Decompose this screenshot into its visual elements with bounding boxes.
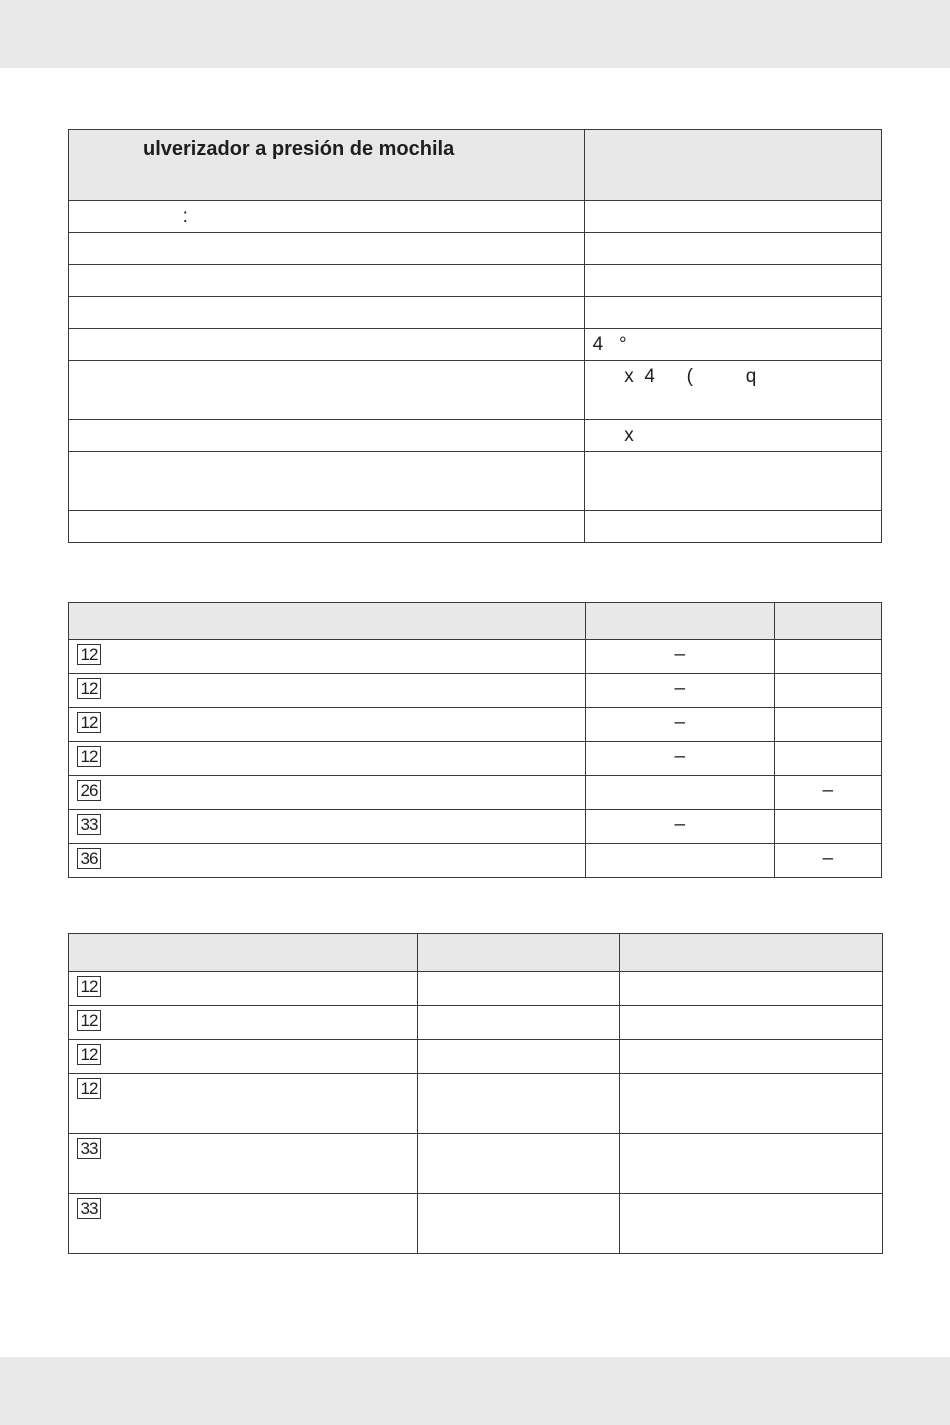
specs-header-col2 [584, 130, 881, 201]
parts-header-col3 [774, 603, 881, 640]
part-ref-number: 26 [77, 780, 101, 801]
table-row [69, 265, 882, 297]
part-ref-number: 12 [77, 644, 101, 665]
cell-col2 [585, 844, 774, 878]
table-row [69, 329, 882, 361]
cell-col3 [774, 708, 881, 742]
cell-col3 [620, 1074, 883, 1134]
table-row [69, 810, 882, 844]
table-row [69, 201, 882, 233]
part-ref-number: 33 [77, 1198, 101, 1219]
spec-value [584, 452, 881, 511]
table-row [69, 1040, 883, 1074]
spec-value [584, 201, 881, 233]
cell-col2: – [585, 742, 774, 776]
spec-label: : [69, 201, 585, 233]
spec-value [584, 297, 881, 329]
part-ref-number: 12 [77, 1078, 101, 1099]
cell-col3 [620, 1040, 883, 1074]
spec-label [69, 297, 585, 329]
table-row [69, 511, 882, 543]
cell-col2 [418, 1134, 620, 1194]
cell-col3 [774, 640, 881, 674]
cell-col2 [418, 1074, 620, 1134]
spec-label [69, 452, 585, 511]
parts-header-col1 [69, 603, 586, 640]
table-row [69, 674, 882, 708]
cell-col2 [418, 972, 620, 1006]
part-ref-number: 12 [77, 1044, 101, 1065]
table-row [69, 844, 882, 878]
cell-col2: – [585, 674, 774, 708]
part-ref-number: 36 [77, 848, 101, 869]
cell-col3: – [774, 776, 881, 810]
cell-col3 [774, 810, 881, 844]
table-row [69, 776, 882, 810]
table-row [69, 361, 882, 420]
cell-col3 [620, 1134, 883, 1194]
table-row [69, 233, 882, 265]
cell-col2 [418, 1194, 620, 1254]
cell-col3 [774, 742, 881, 776]
spec-label [69, 265, 585, 297]
specs-table [68, 129, 882, 543]
accessories-table [68, 933, 883, 1254]
spec-label [69, 420, 585, 452]
spec-label [69, 233, 585, 265]
cell-col2 [418, 1006, 620, 1040]
spec-value: x [584, 420, 881, 452]
table-row [69, 742, 882, 776]
part-ref-number: 12 [77, 1010, 101, 1031]
cell-col3 [620, 1194, 883, 1254]
table-row [69, 1006, 883, 1040]
spec-value [584, 265, 881, 297]
spec-value [584, 233, 881, 265]
table-row [69, 972, 883, 1006]
bottom-band [0, 1357, 950, 1425]
part-ref-number: 12 [77, 976, 101, 997]
specs-header [69, 130, 585, 201]
accessories-header-col3 [620, 934, 883, 972]
part-ref-number: 12 [77, 712, 101, 733]
spec-label [69, 329, 585, 361]
table-row [69, 420, 882, 452]
parts-header-col2 [585, 603, 774, 640]
table-row [69, 640, 882, 674]
table-row [69, 452, 882, 511]
spec-label [69, 361, 585, 420]
cell-col3 [620, 1006, 883, 1040]
table-row [69, 1194, 883, 1254]
cell-col2 [418, 1040, 620, 1074]
table-row [69, 708, 882, 742]
part-ref-number: 12 [77, 678, 101, 699]
spec-label [69, 511, 585, 543]
cell-col3 [620, 972, 883, 1006]
part-ref-number: 12 [77, 746, 101, 767]
cell-col3 [774, 674, 881, 708]
table-row [69, 1134, 883, 1194]
spec-value [584, 511, 881, 543]
product-title: ulverizador a presión de mochila [143, 138, 455, 160]
table-row [69, 297, 882, 329]
cell-col2: – [585, 640, 774, 674]
cell-col3: – [774, 844, 881, 878]
top-band [0, 0, 950, 68]
cell-col2: – [585, 810, 774, 844]
parts-table [68, 602, 882, 878]
part-ref-number: 33 [77, 814, 101, 835]
part-ref-number: 33 [77, 1138, 101, 1159]
spec-value: 4 ° [584, 329, 881, 361]
accessories-header-col2 [418, 934, 620, 972]
spec-value: x 4 ( q [584, 361, 881, 420]
table-row [69, 1074, 883, 1134]
cell-col2 [585, 776, 774, 810]
cell-col2: – [585, 708, 774, 742]
accessories-header-col1 [69, 934, 418, 972]
